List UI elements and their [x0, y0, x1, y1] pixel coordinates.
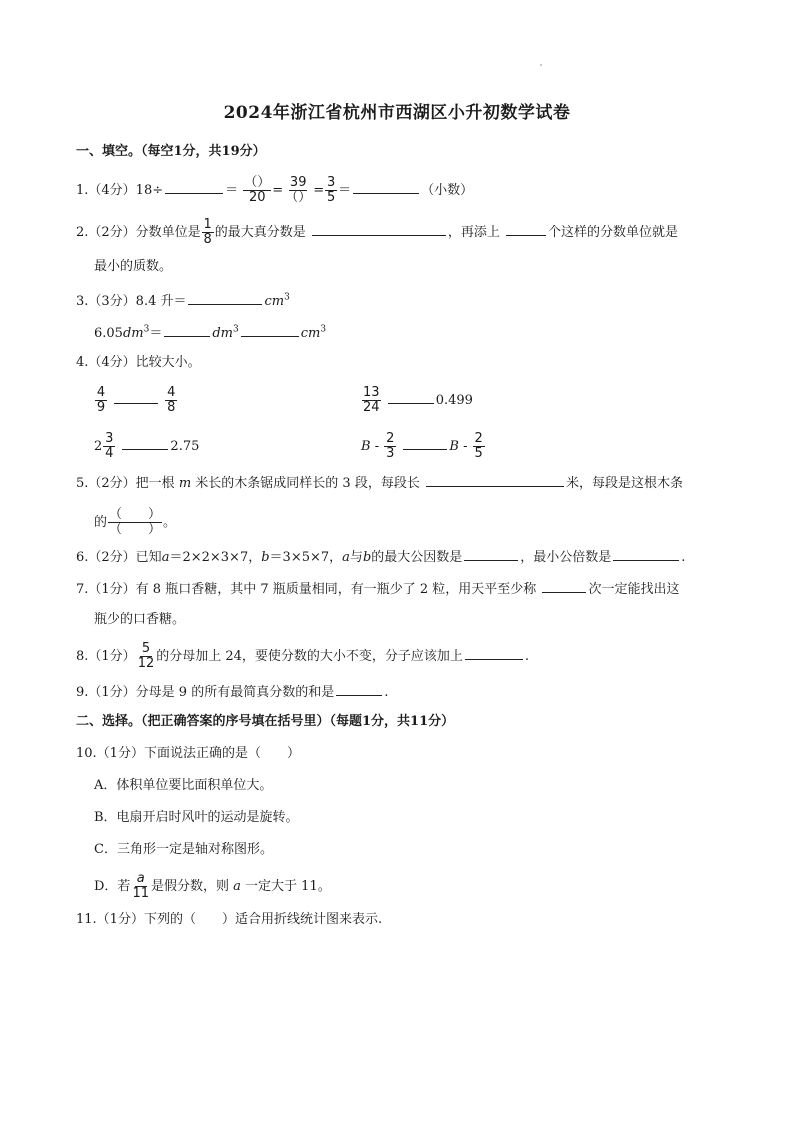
answer-blank[interactable]	[542, 578, 586, 593]
compare-b: $\frac{13}{24}$ 0.499	[363, 385, 473, 415]
question-7: 7.（1分）有 8 瓶口香糖，其中 7 瓶质量相同，有一瓶少了 2 粒，用天平至少称 次一定能找出这	[76, 578, 679, 600]
question-6: 6.（2分）已知a＝2×2×3×7，b＝3×5×7，a与b的最大公因数是 ，最小公倍数是 .	[76, 546, 685, 568]
fraction: $\frac{4}{8}$	[167, 385, 176, 415]
question-2-line2: 最小的质数。	[94, 259, 173, 274]
fraction: $\frac{( )}{( )}$	[109, 507, 162, 537]
answer-blank[interactable]	[353, 179, 419, 194]
answer-blank[interactable]	[613, 546, 679, 561]
compare-d: B - $\frac{2}{3}$ B - $\frac{2}{5}$	[361, 431, 483, 461]
question-2: 2.（2分）分数单位是 $\frac{1}{8}$ 的最大真分数是 ，再添上 个这样的分数单位就是	[76, 217, 679, 247]
fraction: $\frac{3}{4}$	[105, 431, 114, 461]
section-heading-choice: 二、选择。（把正确答案的序号填在括号里）（每题1分，共11分）	[76, 714, 455, 729]
fraction: $\frac{3}{5}$	[326, 175, 336, 205]
answer-blank[interactable]	[122, 435, 168, 450]
answer-blank[interactable]	[336, 681, 382, 696]
fraction: $\frac{5}{12}$	[137, 641, 155, 671]
answer-blank[interactable]	[426, 472, 564, 487]
answer-blank[interactable]	[465, 645, 523, 660]
question-1: 1.（4分）18÷ ＝ $\frac{()}{20}$ = $\frac{39}{()}$ = $\frac{3}{5}$ ＝ （小数）	[76, 175, 474, 205]
question-3: 3.（3分）8.4 升＝ $cm^3$	[76, 290, 290, 312]
question-9: 9.（1分）分母是 9 的所有最简真分数的和是 .	[76, 681, 388, 703]
fraction: $\frac{a}{11}$	[132, 871, 149, 901]
answer-blank[interactable]	[188, 290, 262, 305]
answer-blank[interactable]	[388, 389, 434, 404]
fraction: $\frac{39}{()}$	[285, 175, 312, 205]
compare-c: 2 $\frac{3}{4}$ 2.75	[94, 431, 200, 461]
fraction: $\frac{4}{9}$	[96, 385, 106, 415]
answer-blank[interactable]	[114, 389, 158, 404]
answer-blank[interactable]	[403, 435, 447, 450]
question-3-line2: $6.05dm^3= dm^3$ $cm^3$	[94, 322, 326, 344]
answer-blank[interactable]	[241, 322, 299, 337]
question-7-line2: 瓶少的口香糖。	[94, 612, 186, 627]
option-a[interactable]: A．体积单位要比面积单位大。	[94, 778, 273, 793]
fraction: $\frac{2}{5}$	[474, 431, 483, 461]
fraction: $\frac{13}{24}$	[363, 385, 380, 415]
fraction: $\frac{()}{20}$	[244, 175, 271, 205]
page-title: 2024年浙江省杭州市西湖区小升初数学试卷	[223, 103, 571, 123]
question-8: 8.（1分） $\frac{5}{12}$ 的分母加上 24，要使分数的大小不变，分子应该加上 .	[76, 641, 530, 671]
option-c[interactable]: C．三角形一定是轴对称图形。	[94, 842, 273, 857]
answer-blank[interactable]	[165, 179, 223, 194]
option-d[interactable]: D．若 $\frac{a}{11}$ 是假分数，则 a 一定大于 11。	[94, 871, 331, 901]
fraction: $\frac{2}{3}$	[386, 431, 395, 461]
answer-blank[interactable]	[506, 221, 546, 236]
answer-blank[interactable]	[164, 322, 210, 337]
option-b[interactable]: B．电扇开启时风叶的运动是旋转。	[94, 810, 299, 825]
answer-blank[interactable]	[312, 221, 446, 236]
question-4: 4.（4分）比较大小。	[76, 355, 201, 370]
question-10: 10.（1分）下面说法正确的是（ ）	[76, 746, 300, 761]
scan-dot	[540, 64, 542, 66]
question-5-line2: 的 $\frac{( )}{( )}$ 。	[94, 507, 177, 537]
fraction: $\frac{1}{8}$	[203, 217, 212, 247]
compare-a	[94, 386, 178, 415]
question-5: 5.（2分）把一根 m 米长的木条锯成同样长的 3 段，每段长 米，每段是这根木条	[76, 472, 683, 494]
answer-blank[interactable]	[464, 546, 518, 561]
section-heading-fill: 一、填空。（每空1分，共19分）	[76, 144, 266, 159]
question-11: 11.（1分）下列的（ ）适合用折线统计图来表示.	[76, 912, 383, 927]
